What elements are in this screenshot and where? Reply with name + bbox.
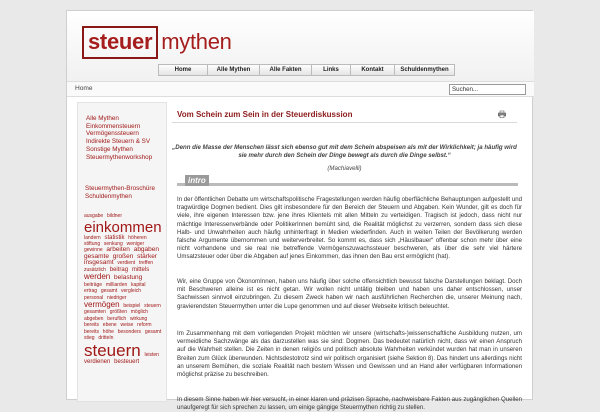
tag-cloud-item[interactable]: ebene <box>102 322 117 329</box>
tag-cloud-item[interactable]: steuern <box>84 340 141 360</box>
sidebar-menu <box>86 115 166 161</box>
nav-item-schuldenmythen[interactable]: Schuldenmythen <box>395 64 455 76</box>
intro-label: intro <box>185 175 209 186</box>
logo-part-steuer: steuer <box>82 26 158 59</box>
nav-item-kontakt[interactable]: Kontakt <box>351 64 395 76</box>
tag-cloud-item[interactable]: gesamt <box>100 288 118 295</box>
tag-cloud-item[interactable]: gesamten <box>84 309 106 316</box>
tag-cloud-item[interactable]: verdienen <box>84 358 111 365</box>
tag-cloud-item[interactable]: bildner <box>106 213 122 220</box>
intro-heading <box>177 175 518 187</box>
tag-cloud-item[interactable]: mittels <box>131 266 150 273</box>
tag-cloud-item[interactable]: stiftung <box>84 241 101 248</box>
nav-item-alle-mythen[interactable]: Alle Mythen <box>208 64 260 76</box>
paragraph-1: In der öffentlichen Debatte um wirtschaftspolitische Fragestellungen werden häufig oberflächliche Behauptungen aufgestellt und tragwürdige Dogmen bedient. Dies gilt insbesondere für den Bereich der Steuern und Abgaben. Kein Wunder, gilt es doch für viele, ihre eigenen Interessen bzw. jene ihres Klientels mit allen Mitteln zu verteidigen. Tragisch ist jedoch, dass nicht nur mächtige Interessenverbände oder PolitikerInnen bemüht sind, die Realität möglichst zu verzerren, sondern dass sich diese Halb- und Unwahrheiten auch häufig unhinterfragt in Medien wiederfinden. Auch in weiten Teilen der Bevölkerung werden falsche Argumente übernommen und weiterverbreitet. So kommt es, dass sich „Häuslbauer“ offenbar schon mehr über eine nicht vorhandene und sie real nie betreffende Vermögenszuwachssteuer beschweren, als über die sehr viel härtere Umsatzsteuer oder über die Abgaben auf jenes Einkommen, das ihnen den Bau erst ermöglicht (hat). <box>177 196 522 261</box>
tag-cloud-item[interactable]: insgesamt <box>84 259 114 267</box>
print-icon[interactable] <box>498 111 506 118</box>
sidebar-item-vermoegenssteuern[interactable]: Vermögenssteuern <box>86 130 139 138</box>
sidebar-item-sonstige-mythen[interactable]: Sonstige Mythen <box>86 145 133 153</box>
tag-cloud-item[interactable]: besonders <box>117 328 142 335</box>
tag-cloud-item[interactable]: bereits <box>84 322 100 329</box>
tag-cloud-item[interactable]: landern <box>84 234 101 241</box>
search-input[interactable] <box>449 84 526 95</box>
tag-cloud-item[interactable]: besteuert <box>114 358 140 365</box>
sidebar-links <box>85 185 166 201</box>
tag-cloud-item[interactable]: vergleich <box>121 288 142 295</box>
tag-cloud-item[interactable]: bereits <box>84 328 100 335</box>
tag-cloud-item[interactable]: höheren <box>128 234 147 241</box>
article-quote: „Denn die Masse der Menschen lässt sich ebenso gut mit dem Schein abspeisen als mit der Wirklichkeit; ja häufig wird sie mehr durch den Schein der Dinge bewegt als durch die Dinge selbst.“ <box>172 144 517 160</box>
tag-cloud-item[interactable]: abgaben <box>133 246 160 254</box>
tag-cloud-item[interactable]: ausgabe <box>84 213 104 220</box>
page-container <box>66 10 533 412</box>
tag-cloud-item[interactable]: vermögen <box>84 300 120 310</box>
tag-cloud-item[interactable]: weise <box>120 322 134 329</box>
breadcrumb-bar <box>67 81 534 97</box>
intro-line <box>177 183 518 186</box>
nav-item-home[interactable]: Home <box>159 64 208 76</box>
tag-cloud-item[interactable]: ertrag <box>84 288 98 295</box>
tag-cloud-item[interactable]: belastung <box>114 274 143 282</box>
tag-cloud-item[interactable]: gesamte <box>84 252 109 260</box>
tag-cloud-item[interactable]: höhe <box>102 328 114 335</box>
sidebar-item-steuermythenworkshop[interactable]: Steuermythenworkshop <box>86 153 153 161</box>
sidebar-item-einkommensteuern[interactable]: Einkommensteuern <box>86 122 141 130</box>
tag-cloud-item[interactable]: einkommen <box>84 218 162 236</box>
quote-author: (Machiavelli) <box>327 165 362 172</box>
tag-cloud-item[interactable]: möglich <box>130 309 148 316</box>
tag-cloud-item[interactable]: reform <box>137 322 152 329</box>
logo-part-mythen: mythen <box>161 29 232 54</box>
tag-cloud-item[interactable]: personal <box>84 294 104 301</box>
paragraph-3: Im Zusammenhang mit dem vorliegenden Projekt möchten wir unsere (wirtschafts-)wissenschaftliche Ausbildung nutzen, um vermeidliche Sachzwänge als das darzustellen was sie sind: Dogmen. Das bedeutet natürlich nicht, dass wir einen Anspruch auf die Wahrheit stellen. Die Zeiten in denen religiös und politisch absolute Wahrheiten verkündet wurden hat man in unseren Breiten zum Glück überwunden. Nichtsdestotrotz sind wir politisch organisiert (siehe Sektion 8). Das hindert uns allerdings nicht an unserem Bemühen, die soziale Realität nach bestem Wissen und Gewissen und an Hand aller verfügbaren Informationen möglichst präzise zu beschreiben. <box>177 330 522 379</box>
tag-cloud-item[interactable]: verdient <box>117 260 136 267</box>
tag-cloud-item[interactable]: treffen <box>138 260 154 267</box>
tag-cloud-item[interactable]: beispiel <box>123 303 141 310</box>
tag-cloud-item[interactable]: gesamt <box>144 328 162 335</box>
article-title: Vom Schein zum Sein in der Steuerdiskussion <box>177 110 353 119</box>
breadcrumb-home[interactable]: Home <box>75 85 93 92</box>
site-logo[interactable] <box>82 26 232 59</box>
tag-cloud-item[interactable]: leisten <box>144 351 159 358</box>
paragraph-2: Wir, eine Gruppe von ÖkonomInnen, haben uns häufig über solche offensichtlich bewusst falsche Darstellungen beklagt. Doch mit Beschweren alleine ist es nicht getan. Wir wollen nicht untätig bleiben und haben uns daher entschlossen, unser Sachwissen sinnvoll einzubringen. Zu diesem Zweck haben wir nach ausführlichen Recherchen die, unserer Meinung nach, gravierendsten Steuermythen unter die Lupe genommen und auf dieser Webseite kritisch beleuchtet. <box>177 278 522 310</box>
main-content <box>172 102 527 412</box>
tag-cloud-item[interactable]: abgeben <box>84 315 104 322</box>
nav-item-alle-fakten[interactable]: Alle Fakten <box>260 64 312 76</box>
tag-cloud-item[interactable]: milliarden <box>105 281 128 288</box>
tag-cloud-item[interactable]: weniger <box>126 241 145 248</box>
tag-cloud-item[interactable]: dritteln <box>98 335 114 342</box>
tag-cloud-item[interactable]: zusätzlich <box>84 266 106 273</box>
tag-cloud-item[interactable]: werden <box>84 272 111 282</box>
tag-cloud-item[interactable]: wirkung <box>129 315 148 322</box>
sidebar-item-indirekte-steuern[interactable]: Indirekte Steuern & SV <box>86 138 151 146</box>
sidebar-item-alle-mythen[interactable]: Alle Mythen <box>86 115 119 122</box>
tag-cloud <box>84 213 164 365</box>
main-nav <box>158 64 455 76</box>
tag-cloud-item[interactable]: steuern <box>144 303 161 310</box>
tag-cloud-item[interactable]: gewinne <box>84 247 103 254</box>
sidebar-item-schuldenmythen[interactable]: Schuldenmythen <box>85 193 132 201</box>
tag-cloud-item[interactable]: beitrag <box>109 266 129 273</box>
sidebar <box>77 102 167 402</box>
paragraph-4: In diesem Sinne haben wir hier versucht, in einer klaren und präzisen Sprache, nachweisbare Fakten aus zugänglichen Quellen unaufgeregt für sich sprechen zu lassen, um einige gängige Steuermythen richtig zu stellen. <box>177 396 522 412</box>
tag-cloud-item[interactable]: niedriger <box>106 294 127 301</box>
tag-cloud-item[interactable]: größten <box>109 309 127 316</box>
tag-cloud-item[interactable]: beiträge <box>84 281 103 288</box>
tag-cloud-item[interactable]: arbeiten <box>106 246 130 254</box>
nav-item-links[interactable]: Links <box>312 64 351 76</box>
tag-cloud-item[interactable]: beruflich <box>107 315 127 322</box>
site-header <box>67 11 534 81</box>
tag-cloud-item[interactable]: stieg <box>84 335 95 342</box>
tag-cloud-item[interactable]: großen <box>112 252 134 260</box>
tag-cloud-item[interactable]: stärker <box>137 252 157 260</box>
title-divider <box>172 122 517 123</box>
tag-cloud-item[interactable]: kapital <box>131 281 146 288</box>
sidebar-item-broschuere[interactable]: Steuermythen-Broschüre <box>85 185 155 193</box>
tag-cloud-item[interactable]: senkung <box>103 241 123 248</box>
tag-cloud-item[interactable]: statistik <box>104 234 125 241</box>
